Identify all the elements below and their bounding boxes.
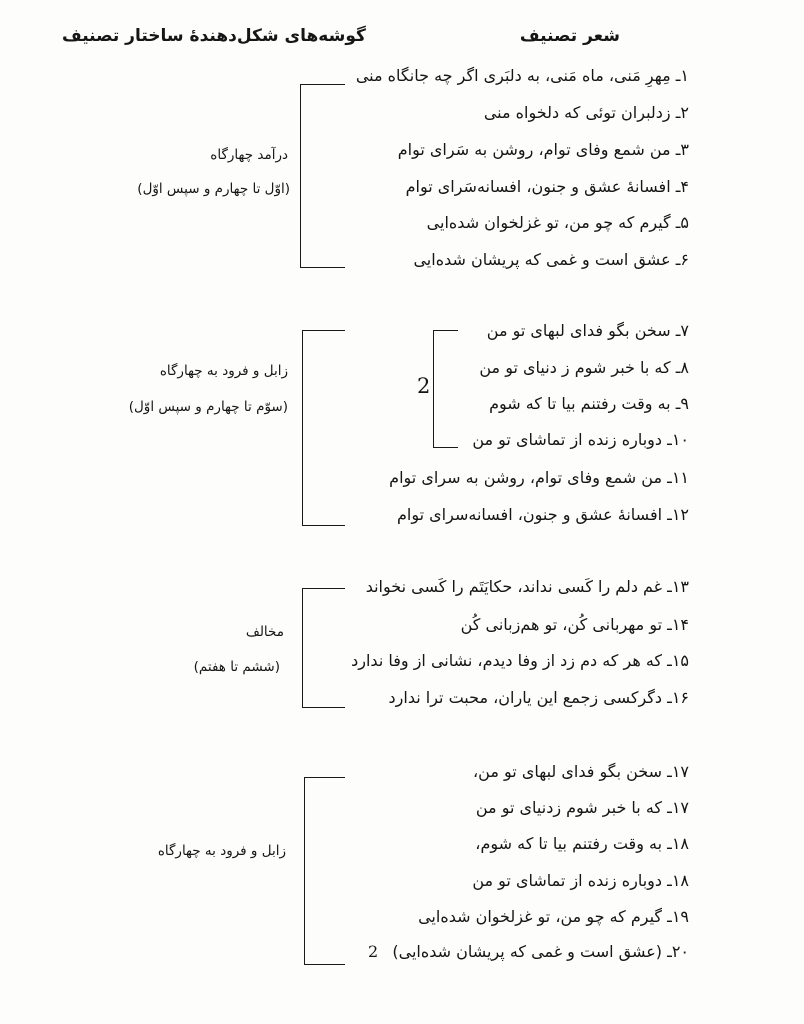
poem-line: ۵ـ گیرم که چو من، تو غزلخوان شده‌ایی [426,213,689,232]
poem-line: ۶ـ عشق است و غمی که پریشان شده‌ایی [413,250,689,269]
poem-line: ۱۶ـ دگرکسی زجمع این یاران، محبت ترا ندارد [388,688,689,707]
section-bracket [302,330,345,526]
repeat-mark: 2 [368,942,379,961]
poem-line: ۳ـ من شمع وفای توام، روشن به سَرای توام [397,140,689,159]
poem-line: ۱۲ـ افسانهٔ عشق و جنون، افسانه‌سرای توام [397,505,689,524]
repeat-mark: 2 [417,374,431,398]
poem-line: ۹ـ به وقت رفتنم بیا تا که شوم [489,394,689,413]
section-name: زابل و فرود به چهارگاه [157,843,286,859]
poem-line: ۴ـ افسانهٔ عشق و جنون، افسانه‌سَرای توام [405,177,689,196]
section-name: مخالف [245,624,284,640]
repeat-bracket [433,330,458,448]
poem-line: ۸ـ که با خبر شوم ز دنیای تو من [479,358,689,377]
poem-line: ۱۹ـ گیرم که چو من، تو غزلخوان شده‌ایی [418,907,689,926]
poem-line: ۱۴ـ تو مهربانی کُن، تو هم‌زبانی کُن [460,615,689,634]
poem-line: ۱۱ـ من شمع وفای توام، روشن به سرای توام [389,468,689,487]
section-name: درآمد چهارگاه [210,147,288,163]
poem-line: ۱۳ـ غم دلم را کَسی نداند، حکایَتَم را کَسی نخواند [365,577,689,596]
poem-line: ۷ـ سخن بگو فدای لبهای تو من [486,321,689,340]
section-note: (سوّم تا چهارم و سپس اوّل) [128,399,288,415]
section-name: زابل و فرود به چهارگاه [159,363,288,379]
section-bracket [300,84,345,268]
poem-line: ۲ـ زدلبران توئی که دلخواه منی [483,103,689,122]
sections-column-header: گوشه‌های شکل‌دهندهٔ ساختار تصنیف [62,26,366,46]
poem-line: ۲۰ـ (عشق است و غمی که پریشان شده‌ایی) [392,942,689,961]
section-note: (اوّل تا چهارم و سپس اوّل) [137,181,290,197]
poem-column-header: شعر تصنیف [519,26,620,46]
section-note: (ششم تا هفتم) [193,659,280,675]
poem-line: ۱۰ـ دوباره زنده از تماشای تو من [472,430,689,449]
section-bracket [304,777,345,965]
poem-line: ۱۵ـ که هر که دم زد از وفا دیدم، نشانی از وفا ندارد [351,651,689,670]
poem-line: ۱۸ـ دوباره زنده از تماشای تو من [472,871,689,890]
section-bracket [302,588,345,708]
poem-line: ۱۷ـ سخن بگو فدای لبهای تو من، [473,762,689,781]
poem-line: ۱۸ـ به وقت رفتنم بیا تا که شوم، [475,834,689,853]
poem-line: ۱ـ مِهرِ مَنی، ماه مَنی، به دلبَری اگر چه جانگاه منی [355,66,689,85]
poem-line: ۱۷ـ که با خبر شوم زدنیای تو من [475,798,689,817]
